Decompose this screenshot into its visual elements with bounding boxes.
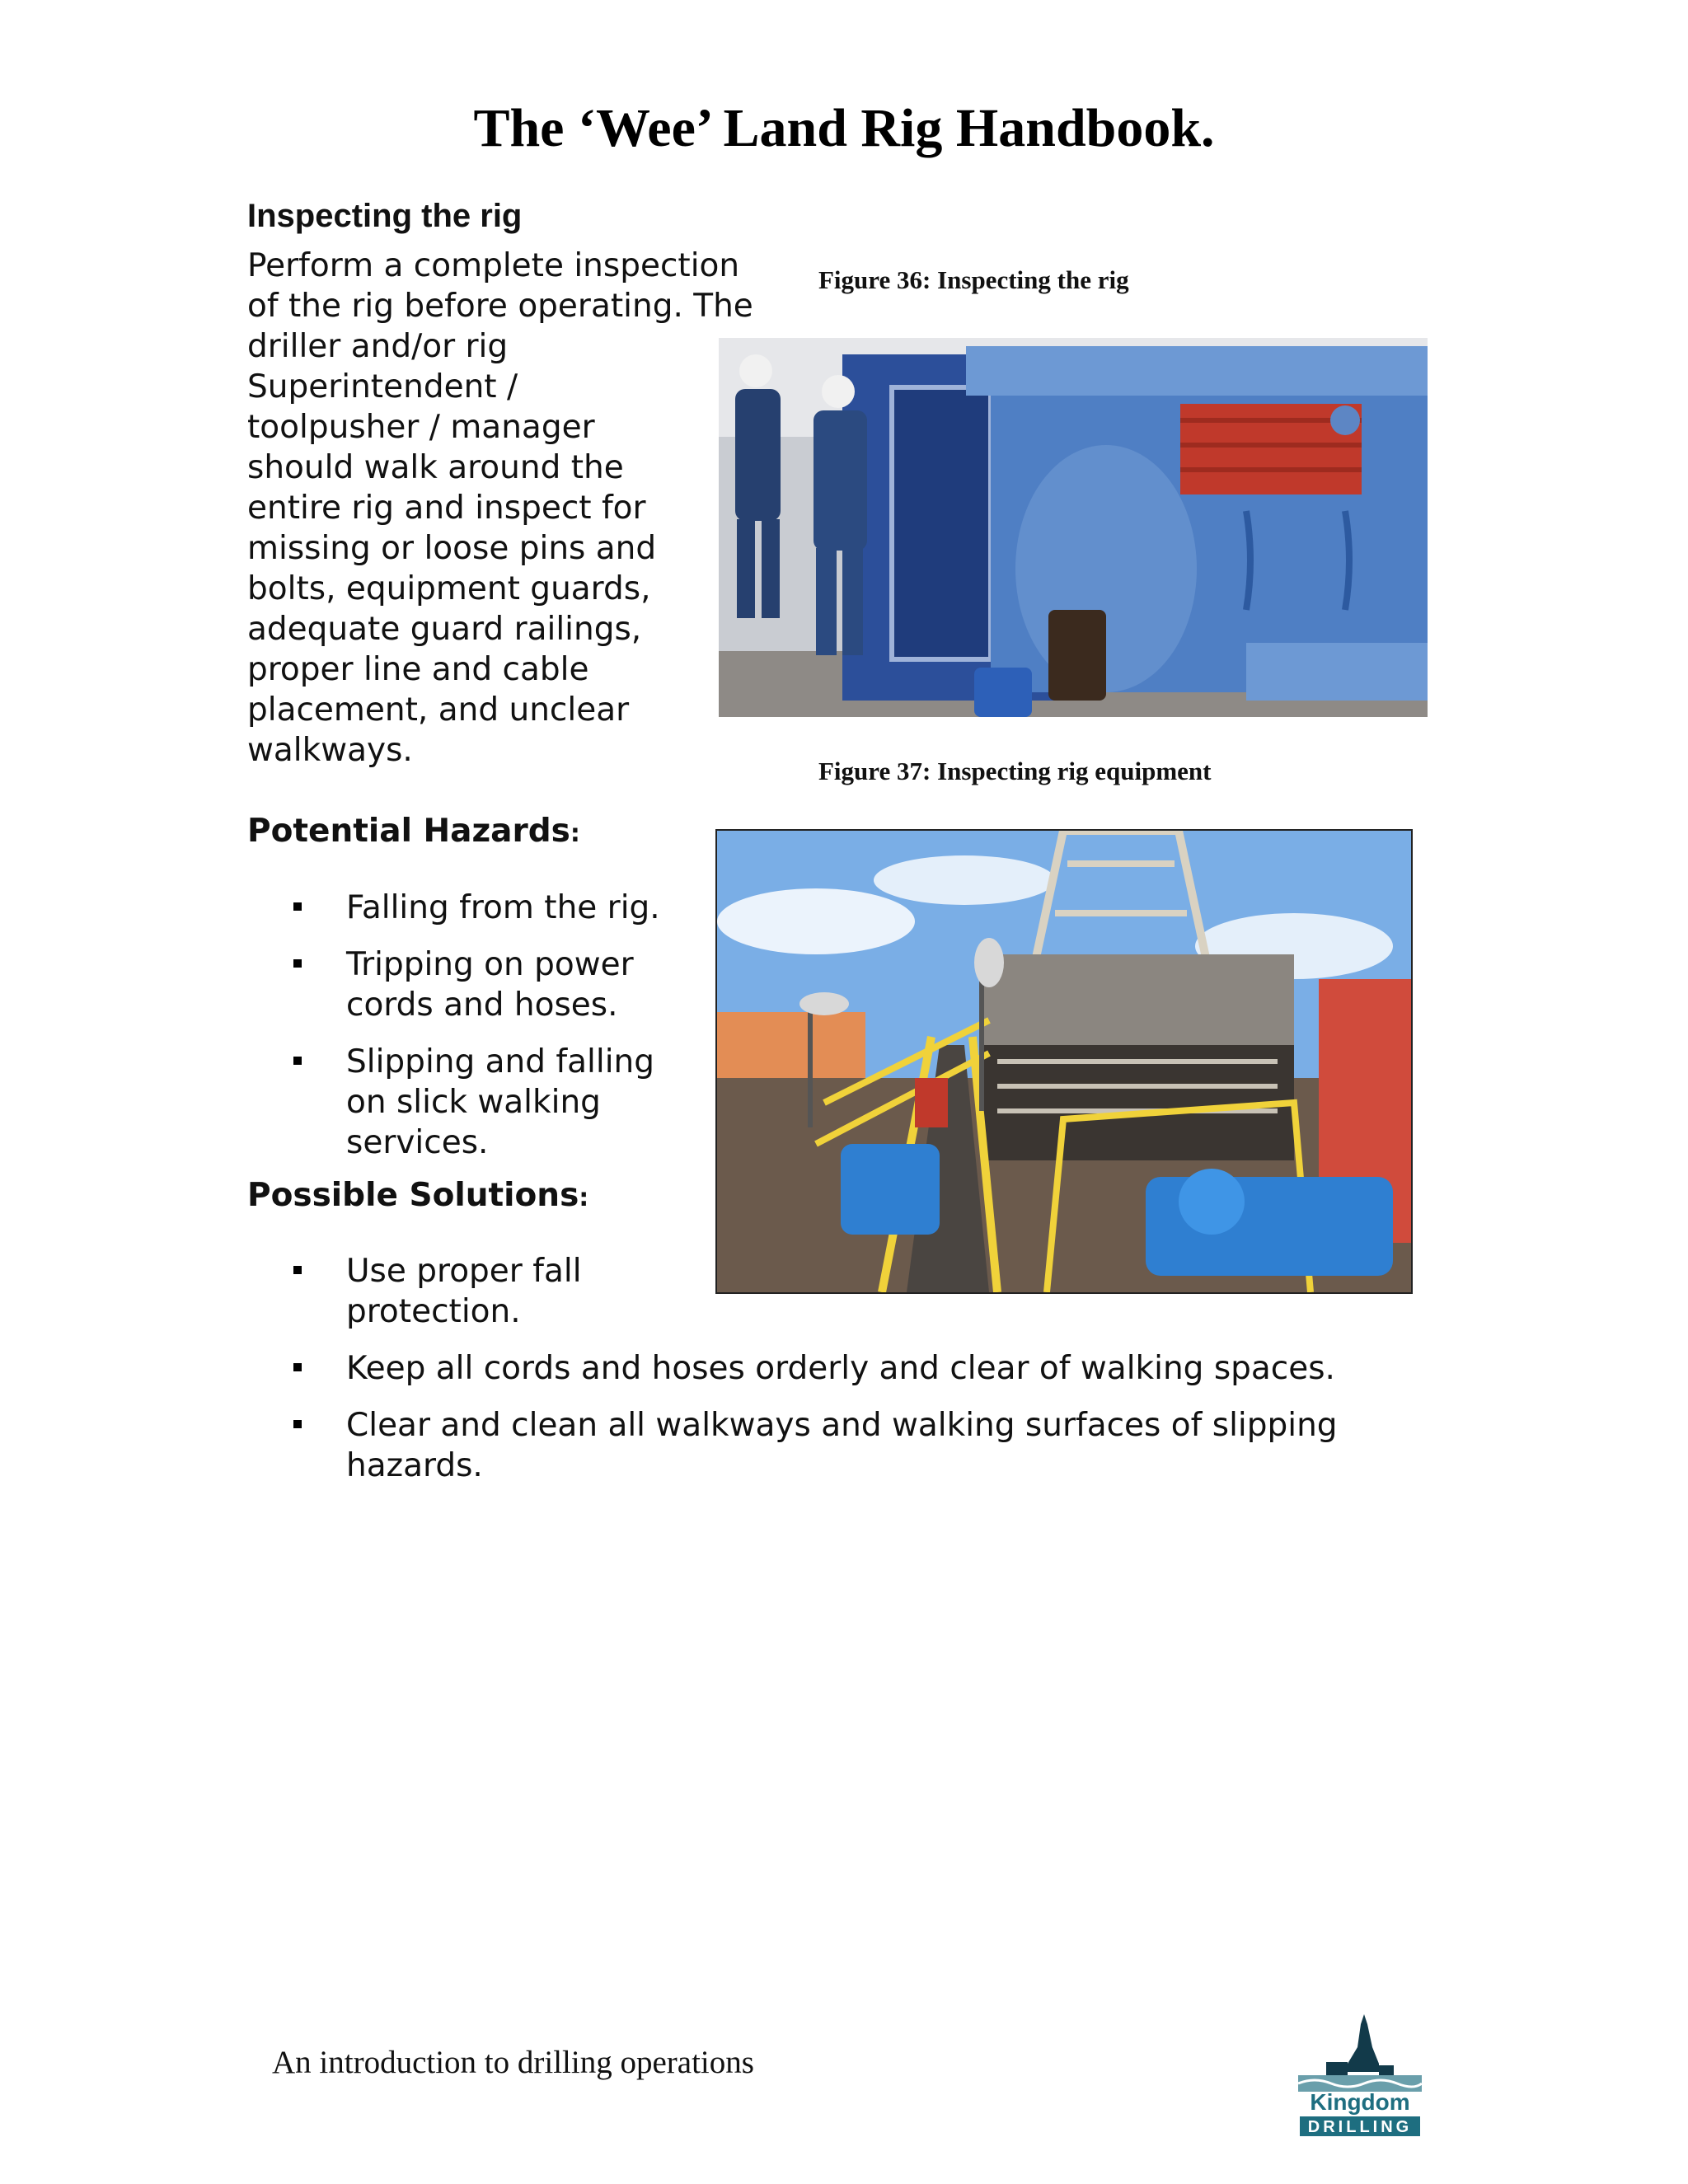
kingdom-drilling-logo	[1298, 2014, 1422, 2138]
footer-text: An introduction to drilling operations	[272, 2045, 754, 2080]
figure-37-caption: Figure 37: Inspecting rig equipment	[818, 757, 1212, 785]
rig-tower-icon	[1298, 2014, 1422, 2138]
solution-line: Use proper fall	[346, 1253, 582, 1290]
hazards-heading-colon: :	[570, 819, 580, 848]
bullet-square-icon	[293, 1057, 302, 1065]
rig-inspection-photo	[719, 338, 1428, 717]
hazard-line: on slick walking	[346, 1084, 601, 1121]
intro-line: walkways.	[247, 732, 413, 769]
hazards-heading	[247, 813, 580, 850]
hazards-heading-text: Potential Hazards	[247, 813, 570, 850]
solution-line: hazards.	[346, 1447, 483, 1484]
solution-line: protection.	[346, 1293, 521, 1330]
solutions-heading-colon: :	[579, 1183, 589, 1212]
intro-line: of the rig before operating. The	[247, 288, 753, 325]
bullet-square-icon	[293, 959, 302, 968]
solution-line: Keep all cords and hoses orderly and clear of walking spaces.	[346, 1350, 1335, 1387]
hazard-line: cords and hoses.	[346, 987, 618, 1024]
rig-equipment-photo	[717, 831, 1411, 1292]
intro-line: Superintendent /	[247, 368, 518, 405]
intro-line: placement, and unclear	[247, 691, 630, 729]
hazard-line: Falling from the rig.	[346, 889, 660, 926]
intro-line: should walk around the	[247, 449, 624, 486]
intro-line: proper line and cable	[247, 651, 589, 688]
intro-line: adequate guard railings,	[247, 611, 642, 648]
intro-line: entire rig and inspect for	[247, 490, 646, 527]
solution-line: Clear and clean all walkways and walking surfaces of slipping	[346, 1407, 1338, 1444]
logo-wordmark: Kingdom	[1310, 2089, 1410, 2115]
intro-paragraph	[247, 246, 783, 771]
hazard-line: services.	[346, 1124, 489, 1161]
bullet-square-icon	[293, 1363, 302, 1371]
logo-subword: DRILLING	[1307, 2118, 1413, 2136]
intro-line: driller and/or rig	[247, 328, 509, 365]
figure-37-photo	[715, 829, 1413, 1294]
solutions-heading	[247, 1177, 588, 1214]
figure-36-caption: Figure 36: Inspecting the rig	[818, 265, 1129, 294]
hazard-line: Tripping on power	[346, 946, 634, 983]
intro-line: Perform a complete inspection	[247, 247, 740, 284]
bullet-square-icon	[293, 1420, 302, 1428]
page-title: The ‘Wee’ Land Rig Handbook.	[473, 98, 1215, 158]
intro-line: missing or loose pins and	[247, 530, 657, 567]
bullet-square-icon	[293, 1266, 302, 1274]
hazard-line: Slipping and falling	[346, 1043, 655, 1080]
figure-36-photo	[719, 338, 1428, 717]
intro-line: toolpusher / manager	[247, 409, 595, 446]
bullet-square-icon	[293, 902, 302, 911]
solutions-heading-text: Possible Solutions	[247, 1177, 579, 1214]
section-heading: Inspecting the rig	[247, 198, 523, 234]
intro-line: bolts, equipment guards,	[247, 570, 651, 607]
